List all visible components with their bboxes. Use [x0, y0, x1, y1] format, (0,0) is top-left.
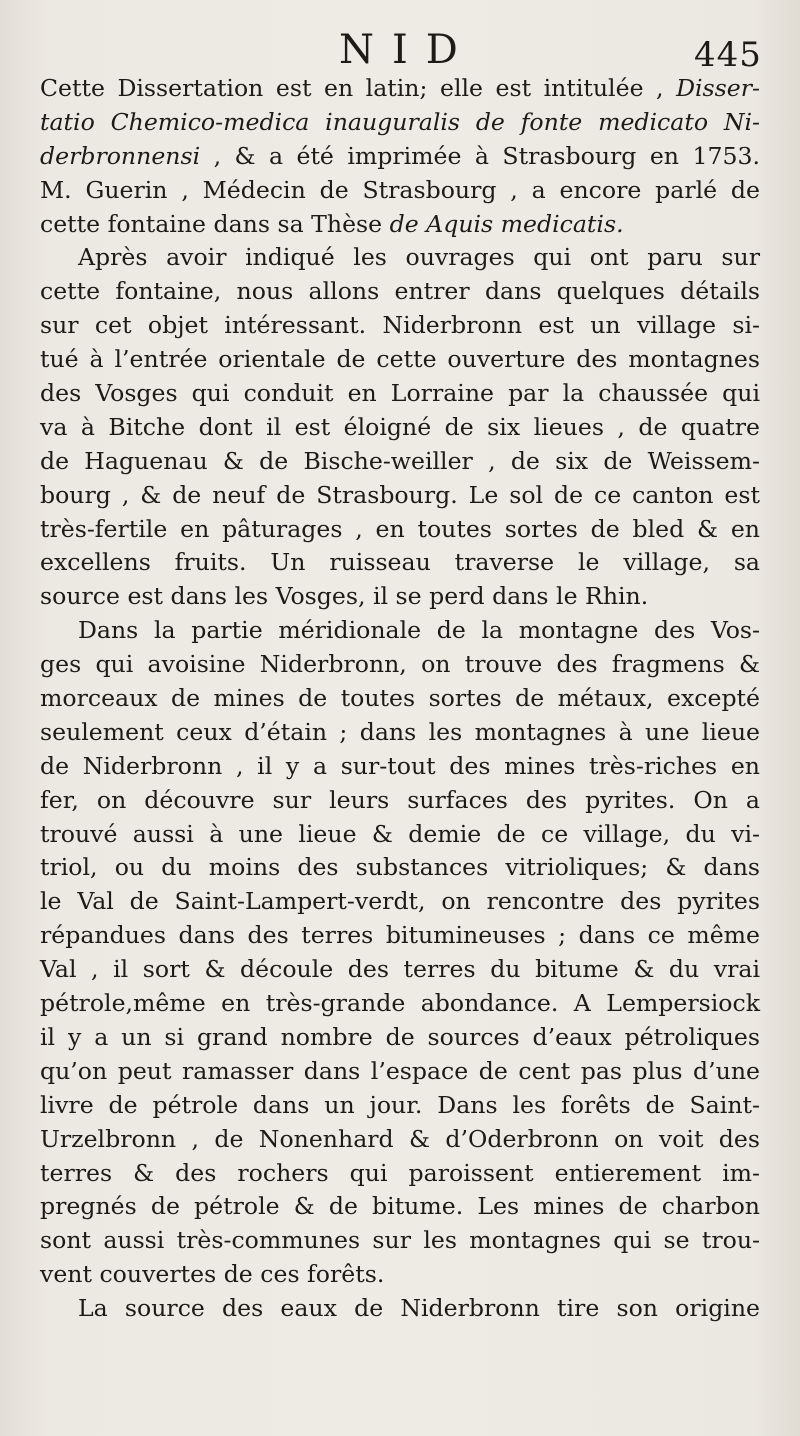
text-run: ges qui avoisine Niderbronn, on trouve des fragmens & [40, 650, 760, 679]
text-run: répandues dans des terres bitumineuses ; dans ce même [40, 921, 760, 950]
text-line [40, 682, 760, 716]
paragraph [40, 241, 760, 614]
text-run: Val , il sort & découle des terres du bitume & du vrai [40, 955, 760, 984]
italic-run: derbronnensi [40, 141, 201, 170]
text-run: morceaux de mines de toutes sortes de métaux, excepté [40, 684, 760, 713]
text-line [40, 851, 760, 885]
text-line [40, 411, 760, 445]
paragraph [40, 614, 760, 1292]
text-run: il y a un si grand nombre de sources d’eaux pétroliques [40, 1022, 760, 1051]
text-line [40, 614, 760, 648]
text-line [40, 953, 760, 987]
text-line [40, 275, 760, 309]
text-run: bourg , & de neuf de Strasbourg. Le sol de ce canton est [40, 480, 760, 509]
running-title: NID [339, 27, 476, 73]
text-line [40, 1190, 760, 1224]
text-run: pétrole,même en très-grande abondance. A Lempersiock [40, 989, 760, 1018]
paragraph [40, 72, 760, 241]
text-run: La source des eaux de Niderbronn tire son origine [78, 1294, 760, 1323]
text-run: sur cet objet intéressant. Niderbronn est un village si- [40, 311, 760, 340]
text-line [40, 1224, 760, 1258]
text-run: Après avoir indiqué les ouvrages qui ont paru sur [78, 243, 760, 272]
text-line [40, 309, 760, 343]
text-line [40, 377, 760, 411]
text-line [40, 1055, 760, 1089]
text-run: très-fertile en pâturages , en toutes sortes de bled & en [40, 514, 760, 543]
text-line [40, 1258, 760, 1292]
text-run: trouvé aussi à une lieue & demie de ce village, du vi- [40, 819, 760, 848]
text-run: cette fontaine dans sa Thèse [40, 209, 390, 238]
italic-run: Disser- [676, 74, 760, 102]
text-run: M. Guerin , Médecin de Strasbourg , a encore parlé de [40, 175, 760, 204]
text-line [40, 208, 760, 242]
text-line [40, 1089, 760, 1123]
text-line [40, 241, 760, 275]
text-line [40, 648, 760, 682]
text-run: tué à l’entrée orientale de cette ouverture des montagnes [40, 345, 760, 374]
paragraph [40, 1292, 760, 1326]
text-line [40, 580, 760, 614]
text-line [40, 140, 760, 174]
text-run: le Val de Saint-Lampert-verdt, on rencontre des pyrites [40, 887, 760, 916]
text-run: source est dans les Vosges, il se perd dans le Rhin. [40, 582, 649, 611]
text-line [40, 987, 760, 1021]
text-run: va à Bitche dont il est éloigné de six lieues , de quatre [40, 412, 760, 441]
text-line [40, 546, 760, 580]
text-run: des Vosges qui conduit en Lorraine par la chaussée qui [40, 379, 760, 408]
text-line [40, 1021, 760, 1055]
text-line [40, 343, 760, 377]
text-run: pregnés de pétrole & de bitume. Les mines de charbon [40, 1192, 760, 1221]
text-run: livre de pétrole dans un jour. Dans les forêts de Saint- [40, 1090, 760, 1119]
text-line [40, 445, 760, 479]
text-run: fer, on découvre sur leurs surfaces des pyrites. On a [40, 785, 760, 814]
text-line [40, 174, 760, 208]
running-head [0, 18, 800, 78]
text-line [40, 784, 760, 818]
text-run: , & a été imprimée à Strasbourg en 1753. [200, 141, 760, 170]
text-line [40, 1292, 760, 1326]
text-run: Cette Dissertation est en latin; elle est intitulée , [40, 74, 677, 102]
text-run: terres & des rochers qui paroissent entierement im- [40, 1158, 760, 1187]
text-line [40, 1157, 760, 1191]
text-run: sont aussi très-communes sur les montagnes qui se trou- [40, 1226, 760, 1255]
text-run: excellens fruits. Un ruisseau traverse le village, sa [40, 548, 760, 577]
text-run: de Niderbronn , il y a sur-tout des mines très-riches en [40, 751, 760, 780]
italic-run: de Aquis medicatis. [389, 209, 624, 238]
page-number: 445 [694, 35, 762, 75]
text-run: cette fontaine, nous allons entrer dans quelques détails [40, 277, 760, 306]
text-line [40, 818, 760, 852]
text-line [40, 1123, 760, 1157]
text-line [40, 716, 760, 750]
text-run: de Haguenau & de Bische-weiller , de six de Weissem- [40, 446, 760, 475]
text-run: Dans la partie méridionale de la montagne des Vos- [78, 616, 760, 645]
text-line [40, 106, 760, 140]
text-line [40, 919, 760, 953]
text-line [40, 72, 760, 106]
text-run: seulement ceux d’étain ; dans les montagnes à une lieue [40, 717, 760, 746]
text-line [40, 513, 760, 547]
italic-run: tatio Chemico-medica inauguralis de fonte medicato Ni- [40, 107, 760, 136]
text-run: Urzelbronn , de Nonenhard & d’Oderbronn on voit des [40, 1124, 760, 1153]
text-line [40, 479, 760, 513]
text-line [40, 885, 760, 919]
text-run: qu’on peut ramasser dans l’espace de cent pas plus d’une [40, 1056, 760, 1085]
text-run: triol, ou du moins des substances vitrioliques; & dans [40, 853, 760, 882]
text-line [40, 750, 760, 784]
text-run: vent couvertes de ces forêts. [40, 1260, 385, 1289]
body-text [40, 72, 760, 1326]
